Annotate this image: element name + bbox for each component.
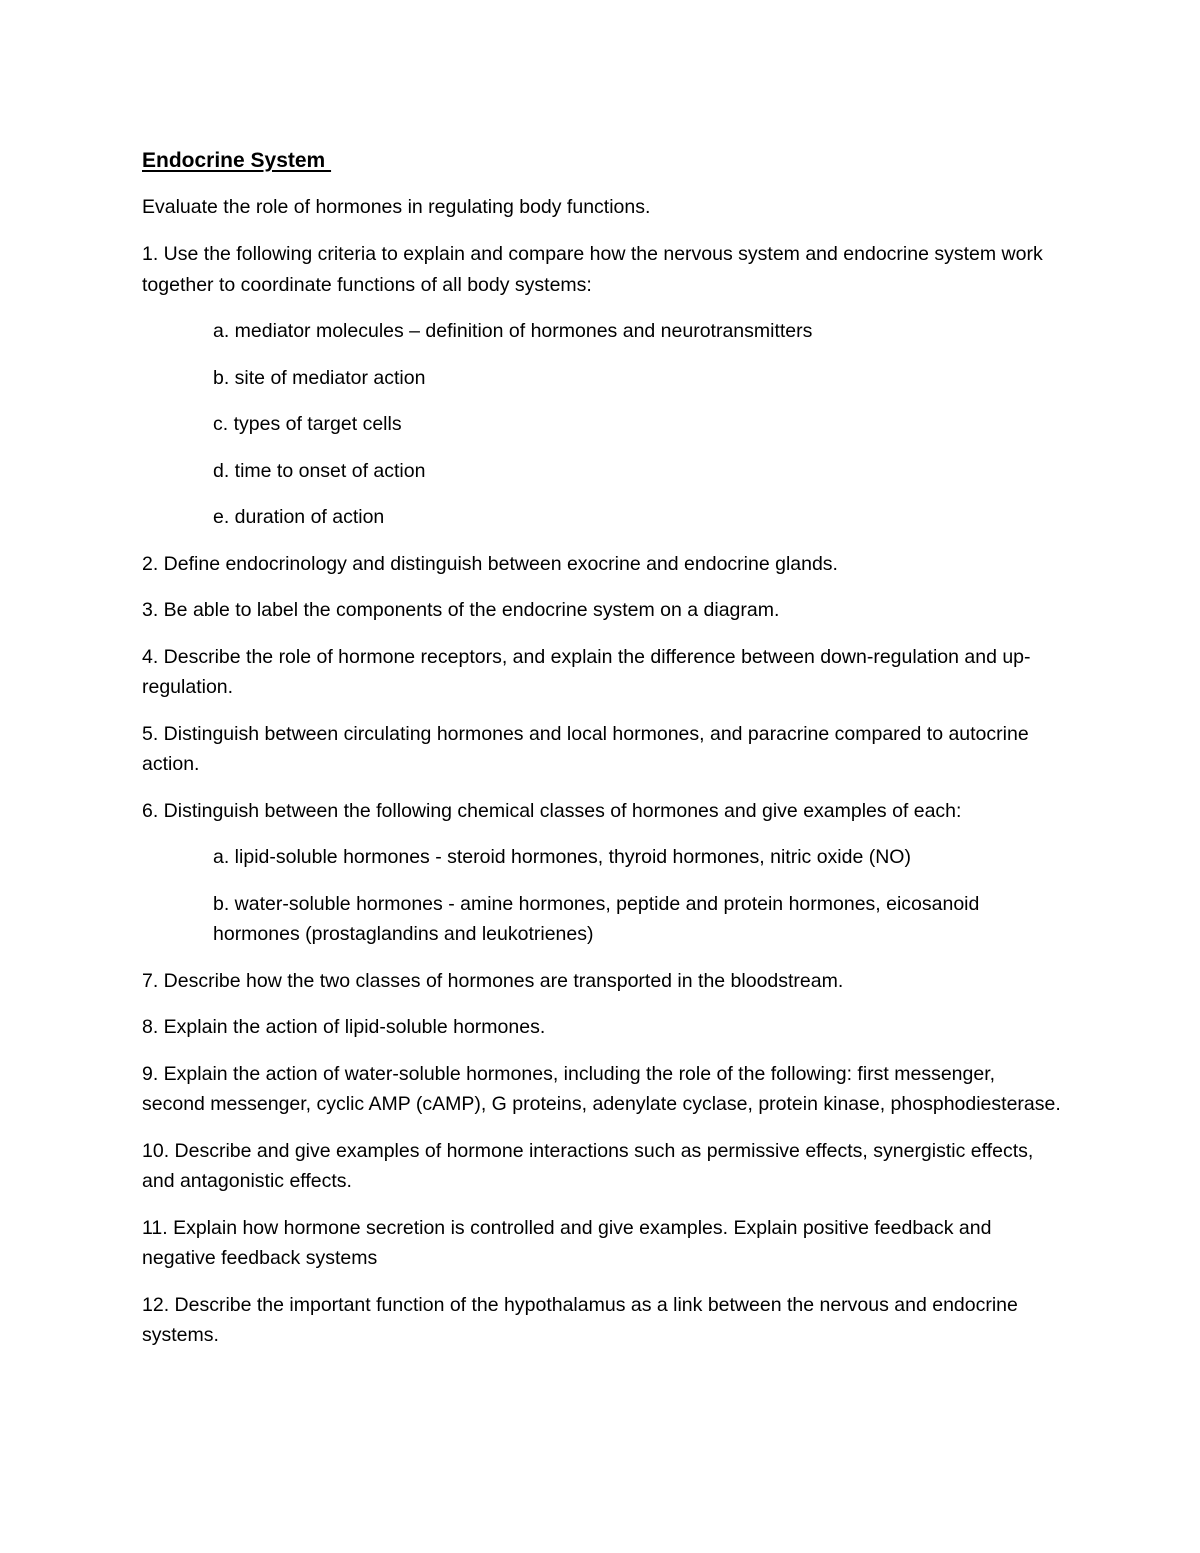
question-3: 3. Be able to label the components of the endocrine system on a diagram. [142, 599, 780, 621]
question-4: 4. Describe the role of hormone receptors, and explain the difference between down-regulation and up-regulation. [142, 645, 1031, 698]
question-10: 10. Describe and give examples of hormone interactions such as permissive effects, synergistic effects, and antagonistic effects. [142, 1139, 1034, 1192]
question-8: 8. Explain the action of lipid-soluble hormones. [142, 1016, 546, 1038]
question-1-item-a: a. mediator molecules – definition of hormones and neurotransmitters [213, 320, 813, 342]
document-title: Endocrine System [142, 149, 332, 172]
question-6: 6. Distinguish between the following chemical classes of hormones and give examples of each: [142, 799, 962, 822]
question-12: 12. Describe the important function of the hypothalamus as a link between the nervous and endocrine systems. [142, 1293, 1018, 1346]
question-1-item-b: b. site of mediator action [213, 366, 426, 389]
question-9: 9. Explain the action of water-soluble hormones, including the role of the following: first messenger, second messenger, cyclic AMP (cAMP), G proteins, adenylate cyclase, protein kinase, phosphodiesterase. [142, 1062, 1061, 1115]
question-2: 2. Define endocrinology and distinguish between exocrine and endocrine glands. [142, 552, 838, 575]
question-1-item-d: d. time to onset of action [213, 459, 426, 482]
question-6-item-a: a. lipid-soluble hormones - steroid hormones, thyroid hormones, nitric oxide (NO) [213, 846, 911, 868]
question-6-item-b: b. water-soluble hormones - amine hormones, peptide and protein hormones, eicosanoid hormones (prostaglandins and leukotrienes) [213, 892, 980, 945]
question-7: 7. Describe how the two classes of hormones are transported in the bloodstream. [142, 969, 844, 992]
question-5: 5. Distinguish between circulating hormones and local hormones, and paracrine compared to autocrine action. [142, 722, 1029, 775]
document-page [142, 146, 1062, 1367]
question-1: 1. Use the following criteria to explain and compare how the nervous system and endocrine system work together to coordinate functions of all body systems: [142, 243, 1043, 296]
question-1-item-e: e. duration of action [213, 506, 385, 528]
intro-text: Evaluate the role of hormones in regulating body functions. [142, 196, 651, 218]
question-11: 11. Explain how hormone secretion is controlled and give examples. Explain positive feedback and negative feedback systems [142, 1216, 992, 1269]
question-1-item-c: c. types of target cells [213, 413, 402, 435]
